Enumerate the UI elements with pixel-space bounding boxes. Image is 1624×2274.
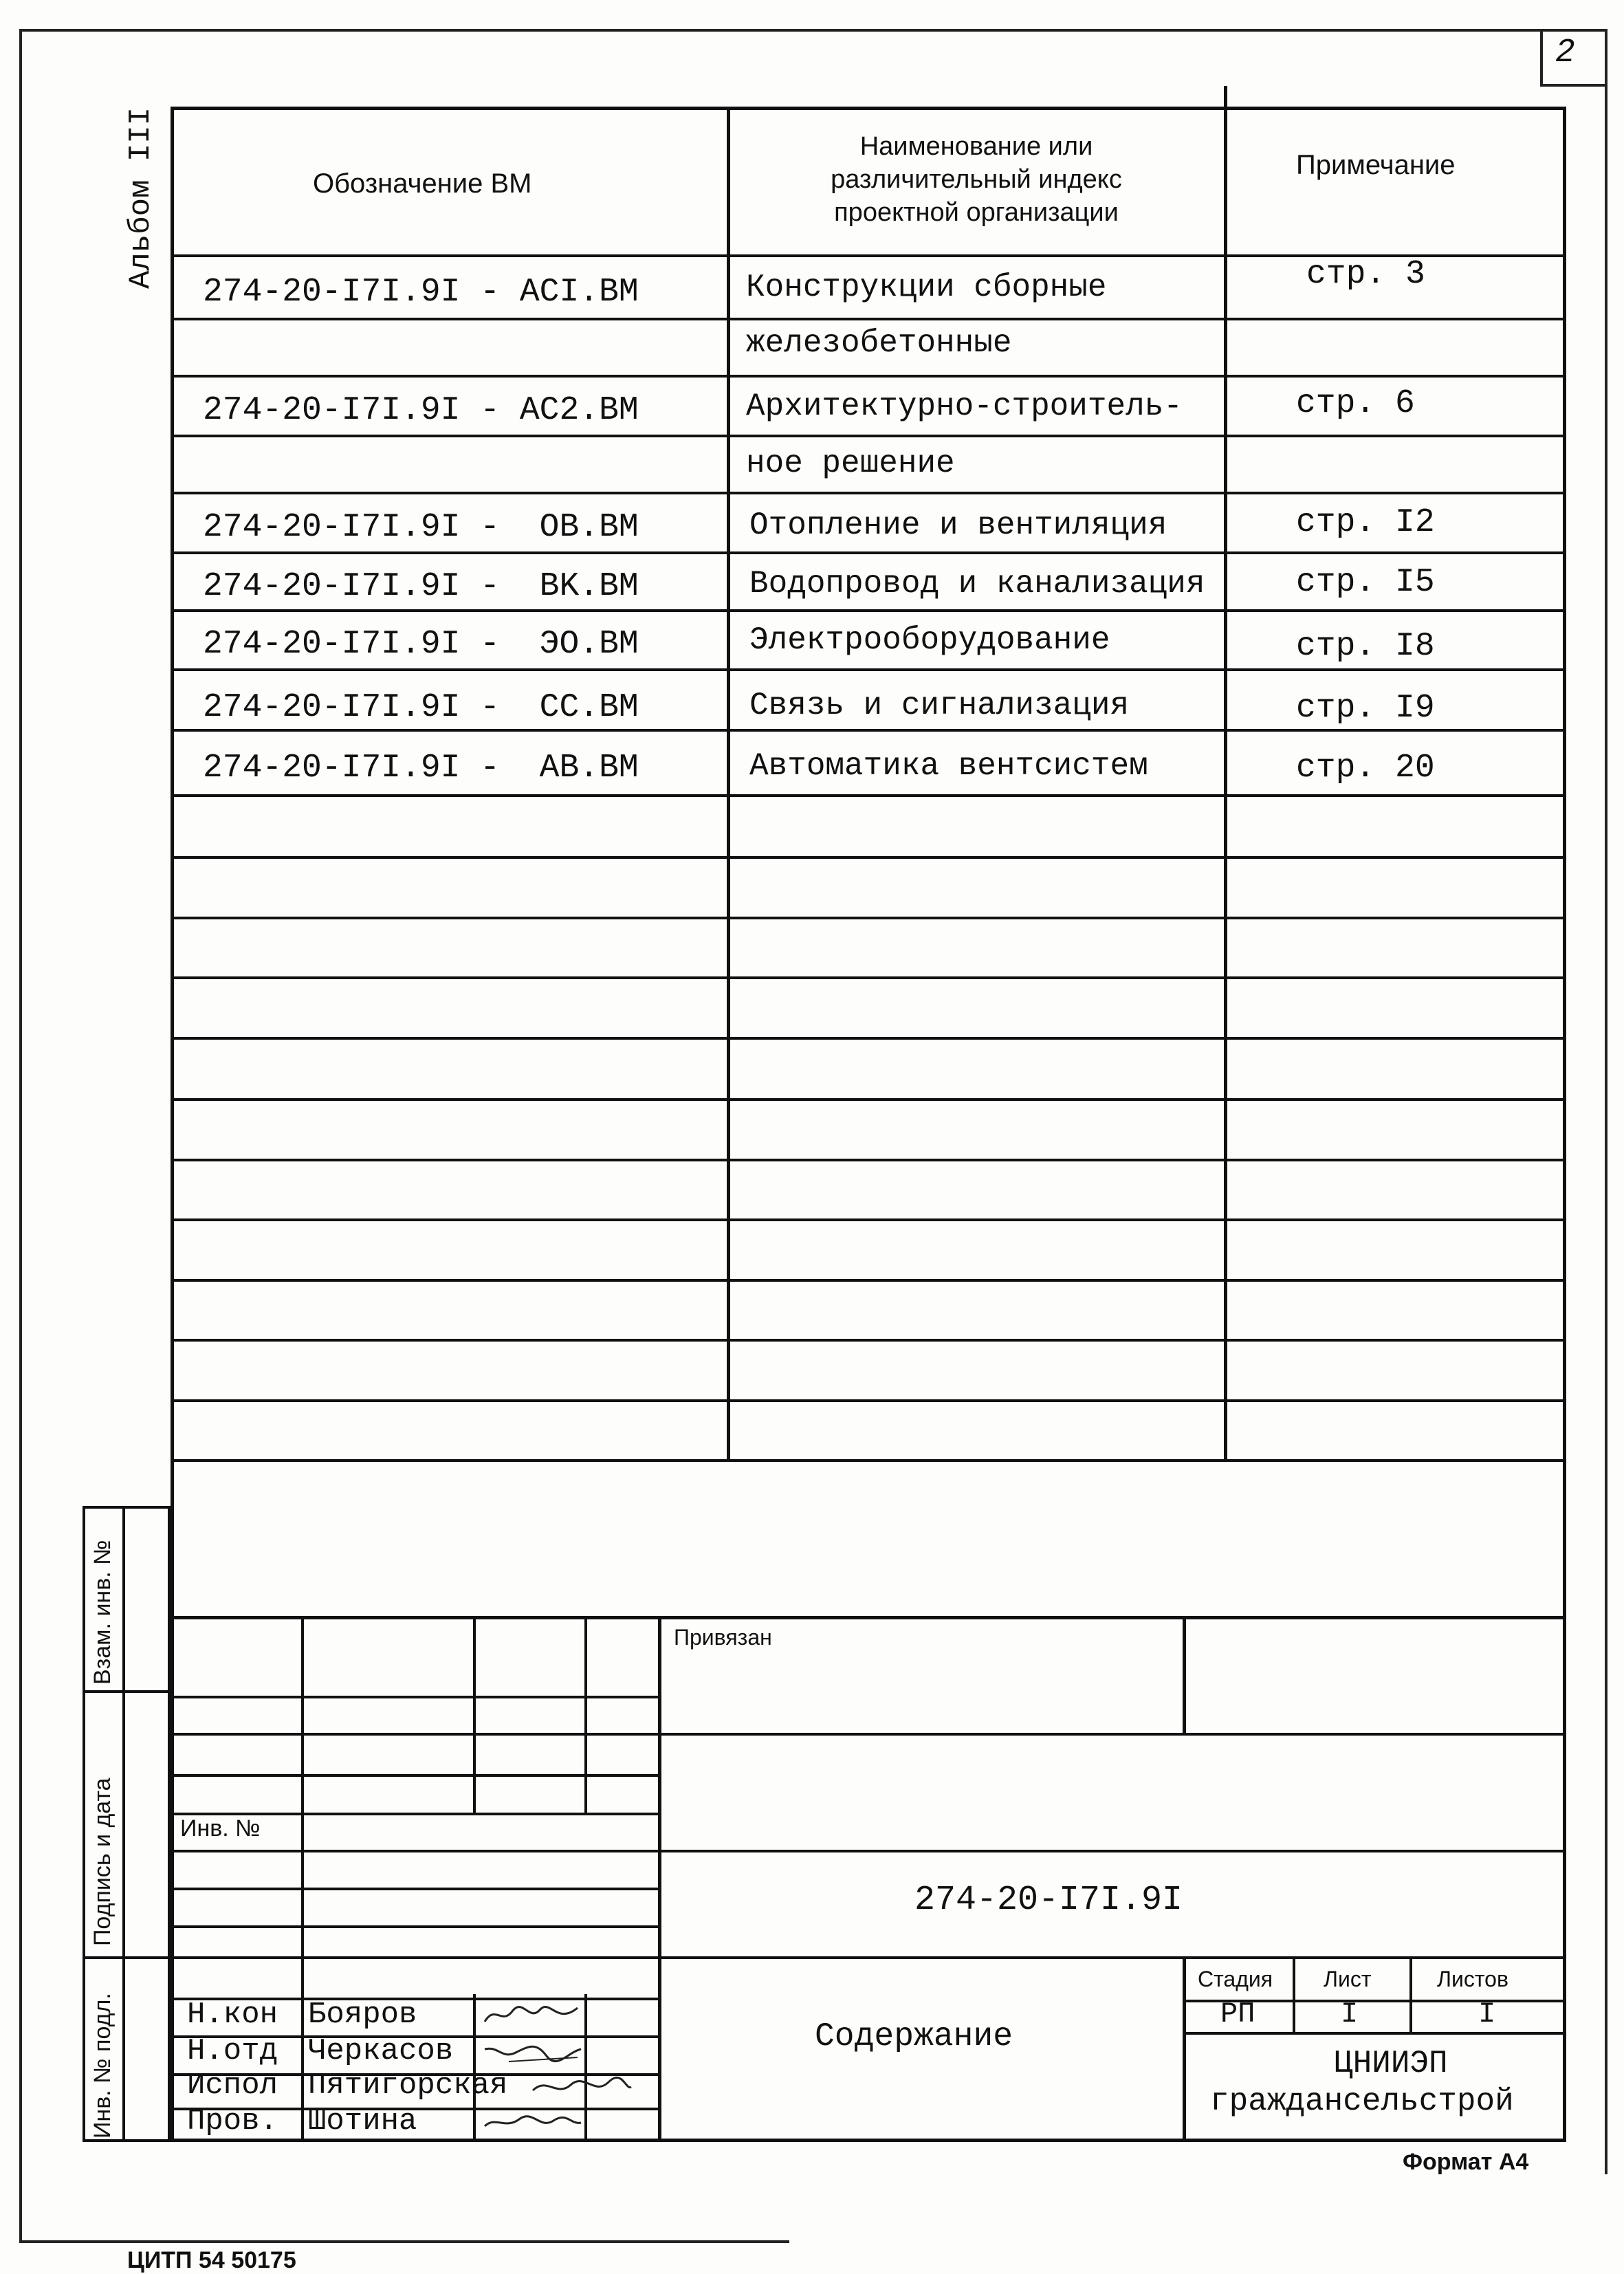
row-line <box>171 609 1566 612</box>
tb-divider-3b <box>584 1994 587 2142</box>
stage-divider <box>1183 1956 1186 2142</box>
title-block-top <box>171 1616 1566 1619</box>
privyazan-label: Привязан <box>674 1625 772 1650</box>
row-line <box>171 435 1566 437</box>
row-note: стр. I2 <box>1296 504 1435 541</box>
page-number: 2 <box>1555 34 1575 72</box>
row-name: Автоматика вентсистем <box>749 748 1148 784</box>
row-line <box>171 794 1566 797</box>
signer-role: Испол <box>187 2068 278 2103</box>
row-name: Электрооборудование <box>749 622 1110 658</box>
side-label-podpis: Подпись и дата <box>89 1778 116 1946</box>
signer-name: Пятигорская <box>308 2068 508 2103</box>
sheets-label: Листов <box>1437 1967 1508 1991</box>
tb-divider-1 <box>301 1616 304 2142</box>
row-name: Отопление и вентиляция <box>749 507 1167 543</box>
header-name-3: проектной организации <box>834 198 1119 227</box>
tb-line <box>171 1956 1566 1959</box>
row-line <box>171 729 1566 732</box>
tb-line <box>171 1888 659 1890</box>
row-name: железобетонные <box>746 325 1012 361</box>
row-code: 274-20-I7I.9I - ЭО.BM <box>203 626 639 663</box>
side-label-inv-podl: Инв. № подл. <box>89 1993 116 2139</box>
stage-col <box>1409 1956 1412 2033</box>
header-name-2: различительный индекс <box>831 165 1122 194</box>
row-line <box>171 551 1566 554</box>
doc-code: 274-20-I7I.9I <box>914 1881 1183 1920</box>
row-line <box>171 668 1566 671</box>
tb-line <box>171 1850 1566 1852</box>
header-designation: Обозначение ВМ <box>313 168 532 199</box>
row-line <box>171 318 1566 320</box>
row-name: ное решение <box>746 446 955 481</box>
row-code: 274-20-I7I.9I - AB.BM <box>203 750 639 787</box>
row-line <box>171 1339 1566 1342</box>
signature-shotina <box>481 2106 584 2140</box>
tb-line <box>171 1733 1566 1736</box>
side-stamp-line <box>83 1690 171 1693</box>
stage-label: Стадия <box>1198 1967 1273 1991</box>
stage-col <box>1293 1956 1295 2033</box>
stage-value: РП <box>1220 1998 1255 2031</box>
row-line <box>171 1218 1566 1221</box>
row-note: стр. 3 <box>1306 256 1425 293</box>
side-stamp-divider <box>122 1506 125 2142</box>
row-note: стр. 6 <box>1296 385 1415 422</box>
signer-role: Н.кон <box>187 1998 278 2032</box>
row-line <box>171 976 1566 979</box>
row-note: стр. I5 <box>1296 564 1435 601</box>
row-line <box>171 492 1566 494</box>
row-line <box>171 1159 1566 1161</box>
row-name: Связь и сигнализация <box>749 688 1130 723</box>
org-line1: ЦНИИЭП <box>1334 2046 1448 2081</box>
signature-pyatigorskaya <box>529 2070 633 2104</box>
row-line <box>171 1037 1566 1040</box>
row-code: 274-20-I7I.9I - BK.BM <box>203 568 639 605</box>
tb-divider-2 <box>473 1616 476 1815</box>
row-note: стр. I9 <box>1296 690 1435 727</box>
col-divider-2 <box>1224 86 1227 1461</box>
row-name: Архитектурно-строитель- <box>746 389 1183 424</box>
side-label-vzam: Взам. инв. № <box>89 1540 116 1685</box>
row-line <box>171 1098 1566 1101</box>
org-line2: граждансельстрой <box>1210 2084 1514 2119</box>
row-line <box>171 1279 1566 1282</box>
tb-line <box>171 1696 659 1698</box>
stage-line <box>1183 2032 1566 2035</box>
sheets-value: I <box>1478 1998 1496 2031</box>
signer-role: Н.отд <box>187 2034 278 2068</box>
outer-border-left <box>19 29 22 2243</box>
header-note: Примечание <box>1296 150 1456 180</box>
row-line <box>171 856 1566 859</box>
row-line <box>171 375 1566 378</box>
row-line <box>171 917 1566 919</box>
tb-divider-main <box>658 1616 661 2142</box>
sheet-value: I <box>1341 1998 1359 2031</box>
footer-code: ЦИТП 54 50175 <box>127 2247 296 2273</box>
inv-no-label: Инв. № <box>180 1815 261 1841</box>
row-note: стр. I8 <box>1296 628 1435 665</box>
header-name-1: Наименование или <box>859 132 1093 161</box>
row-name: Водопровод и канализация <box>749 566 1205 602</box>
tb-line <box>171 1774 659 1777</box>
signer-role: Пров. <box>187 2104 278 2139</box>
signer-name: Шотина <box>308 2104 417 2139</box>
row-code: 274-20-I7I.9I - OB.BM <box>203 509 639 546</box>
row-name: Конструкции сборные <box>746 270 1107 305</box>
row-note: стр. 20 <box>1296 750 1435 787</box>
side-stamp-line <box>83 1956 171 1959</box>
doc-title: Содержание <box>815 2018 1013 2055</box>
sheet-label: Лист <box>1324 1967 1372 1991</box>
tb-divider-privyazan <box>1183 1616 1186 1733</box>
row-code: 274-20-I7I.9I - AC2.BM <box>203 392 639 429</box>
col-divider-1 <box>727 107 730 1461</box>
album-label: Альбом III <box>124 107 158 289</box>
tb-line <box>171 1925 659 1928</box>
format-label: Формат А4 <box>1403 2149 1529 2175</box>
outer-border-top <box>19 29 1607 32</box>
row-code: 274-20-I7I.9I - CC.BM <box>203 689 639 726</box>
signature-boyarov <box>481 1998 584 2032</box>
row-code: 274-20-I7I.9I - ACI.BM <box>203 274 639 311</box>
row-line <box>171 1399 1566 1402</box>
signer-name: Черкасов <box>308 2034 454 2068</box>
tb-divider-3 <box>584 1616 587 1815</box>
signer-name: Бояров <box>308 1998 417 2032</box>
outer-border-bottom <box>19 2240 789 2243</box>
row-line <box>171 1459 1566 1462</box>
outer-border-right <box>1605 29 1607 2174</box>
signature-cherkasov <box>481 2035 584 2070</box>
